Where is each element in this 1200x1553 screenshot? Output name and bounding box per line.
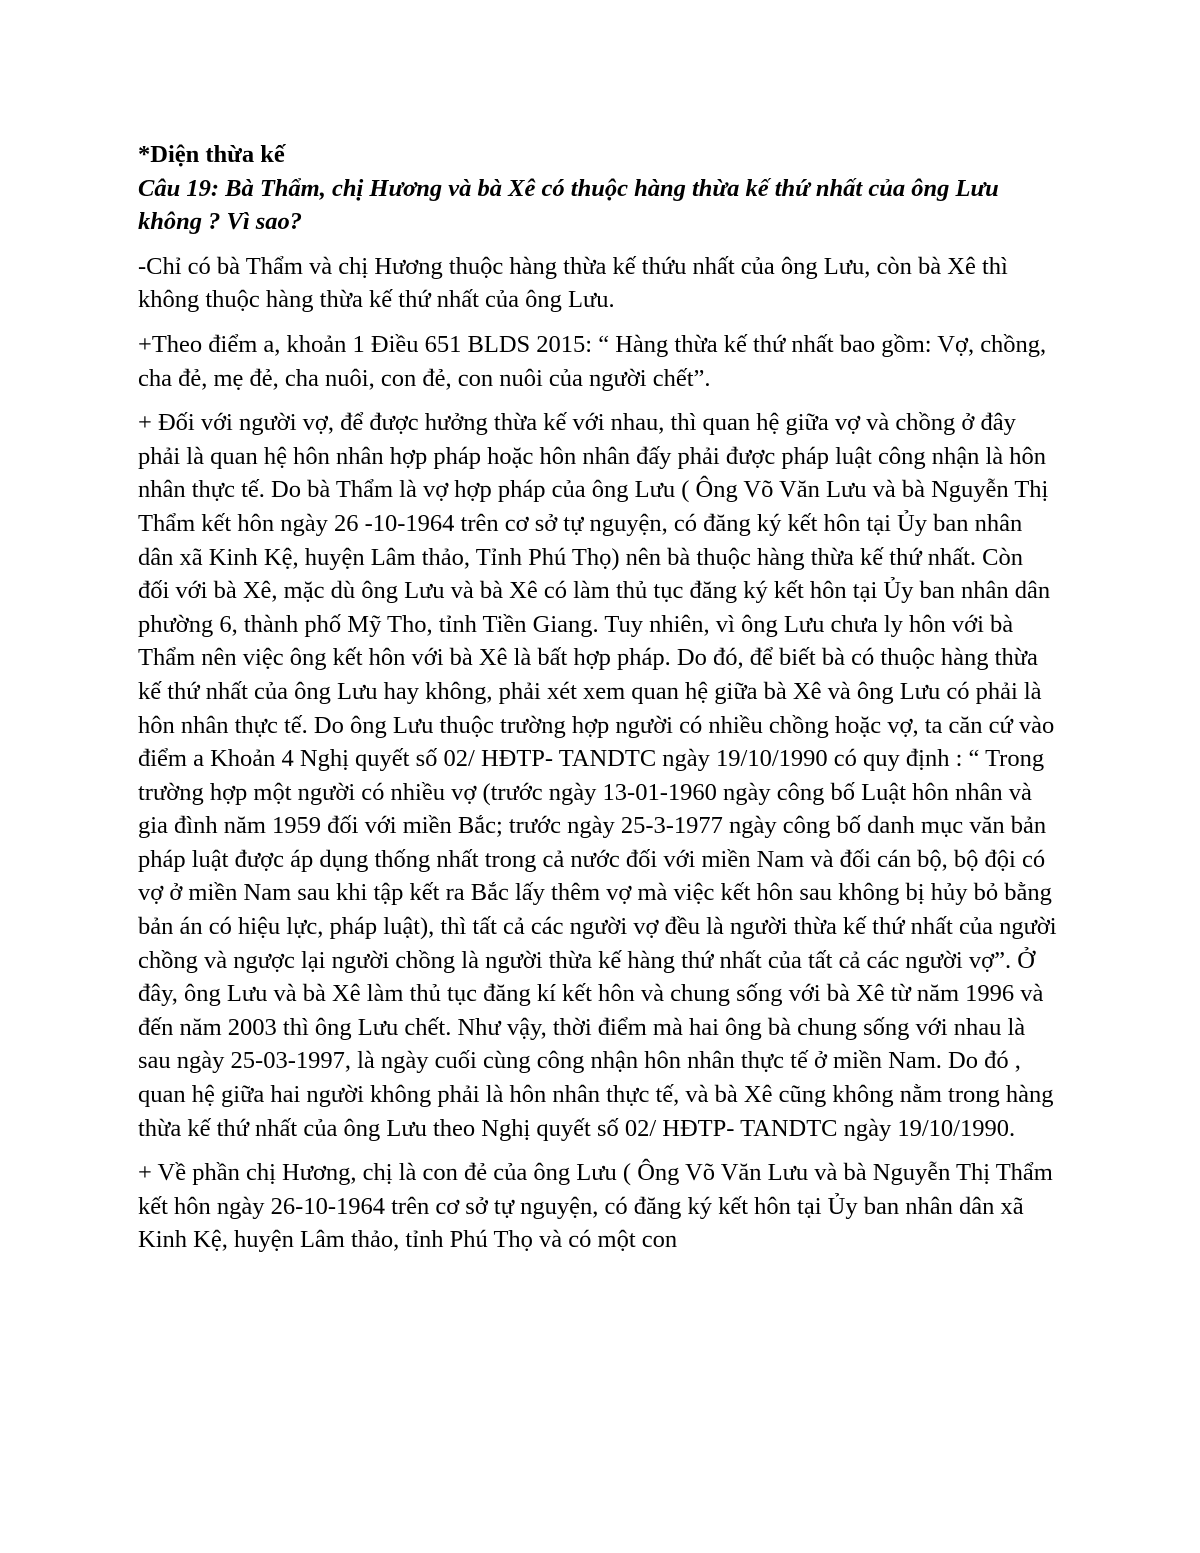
answer-paragraph-3: + Đối với người vợ, để được hưởng thừa kế với nhau, thì quan hệ giữa vợ và chồng ở đây phải là quan hệ hôn nhân hợp pháp hoặc hôn nhân đấy phải được pháp luật công nhận là hôn nhân thực tế. Do bà Thẩm là vợ hợp pháp của ông Lưu ( Ông Võ Văn Lưu và bà Nguyễn Thị Thẩm kết hôn ngày 26 -10-1964 trên cơ sở tự nguyện, có đăng ký kết hôn tại Ủy ban nhân dân xã Kinh Kệ, huyện Lâm thảo, Tỉnh Phú Thọ) nên bà thuộc hàng thừa kế thứ nhất. Còn đối với bà Xê, mặc dù ông Lưu và bà Xê có làm thủ tục đăng ký kết hôn tại Ủy ban nhân dân phường 6, thành phố Mỹ Tho, tỉnh Tiền Giang. Tuy nhiên, vì ông Lưu chưa ly hôn với bà Thẩm nên việc ông kết hôn với bà Xê là bất hợp pháp. Do đó, để biết bà có thuộc hàng thừa kế thứ nhất của ông Lưu hay không, phải xét xem quan hệ giữa bà Xê và ông Lưu có phải là hôn nhân thực tế. Do ông Lưu thuộc trường hợp người có nhiều chồng hoặc vợ, ta căn cứ vào điểm a Khoản 4 Nghị quyết số 02/ HĐTP- TANDTC ngày 19/10/1990 có quy định : “ Trong trường hợp một người có nhiều vợ (trước ngày 13-01-1960 ngày công bố Luật hôn nhân và gia đình năm 1959 đối với miền Bắc; trước ngày 25-3-1977 ngày công bố danh mục văn bản pháp luật được áp dụng thống nhất trong cả nước đối với miền Nam và đối cán bộ, bộ đội có vợ ở miền Nam sau khi tập kết ra Bắc lấy thêm vợ mà việc kết hôn sau không bị hủy bỏ bằng bản án có hiệu lực, pháp luật), thì tất cả các người vợ đều là người thừa kế thứ nhất của người chồng và ngược lại người chồng là người thừa kế hàng thứ nhất của tất cả các người vợ”. Ở đây, ông Lưu và bà Xê làm thủ tục đăng kí kết hôn và chung sống với bà Xê từ năm 1996 và đến năm 2003 thì ông Lưu chết. Như vậy, thời điểm mà hai ông bà chung sống với nhau là sau ngày 25-03-1997, là ngày cuối cùng công nhận hôn nhân thực tế ở miền Nam. Do đó , quan hệ giữa hai người không phải là hôn nhân thực tế, và bà Xê cũng không nằm trong hàng thừa kế thứ nhất của ông Lưu theo Nghị quyết số 02/ HĐTP- TANDTC ngày 19/10/1990.	[138, 409, 1057, 1142]
answer-paragraph-1: -Chỉ có bà Thẩm và chị Hương thuộc hàng thừa kế thứu nhất của ông Lưu, còn bà Xê thì không thuộc hàng thừa kế thứ nhất của ông Lưu.	[138, 252, 1008, 314]
section-heading: *Diện thừa kế	[138, 141, 285, 168]
answer-paragraph-2: +Theo điểm a, khoản 1 Điều 651 BLDS 2015: “ Hàng thừa kế thứ nhất bao gồm: Vợ, chồng, cha đẻ, mẹ đẻ, cha nuôi, con đẻ, con nuôi của người chết”.	[138, 330, 1047, 392]
document-page	[138, 138, 1060, 1268]
question-title: Câu 19: Bà Thẩm, chị Hương và bà Xê có thuộc hàng thừa kế thứ nhất của ông Lưu không ? Vì sao?	[138, 174, 999, 236]
answer-paragraph-4: + Về phần chị Hương, chị là con đẻ của ông Lưu ( Ông Võ Văn Lưu và bà Nguyễn Thị Thẩm kết hôn ngày 26-10-1964 trên cơ sở tự nguyện, có đăng ký kết hôn tại Ủy ban nhân dân xã Kinh Kệ, huyện Lâm thảo, tỉnh Phú Thọ và có một con	[138, 1159, 1053, 1254]
